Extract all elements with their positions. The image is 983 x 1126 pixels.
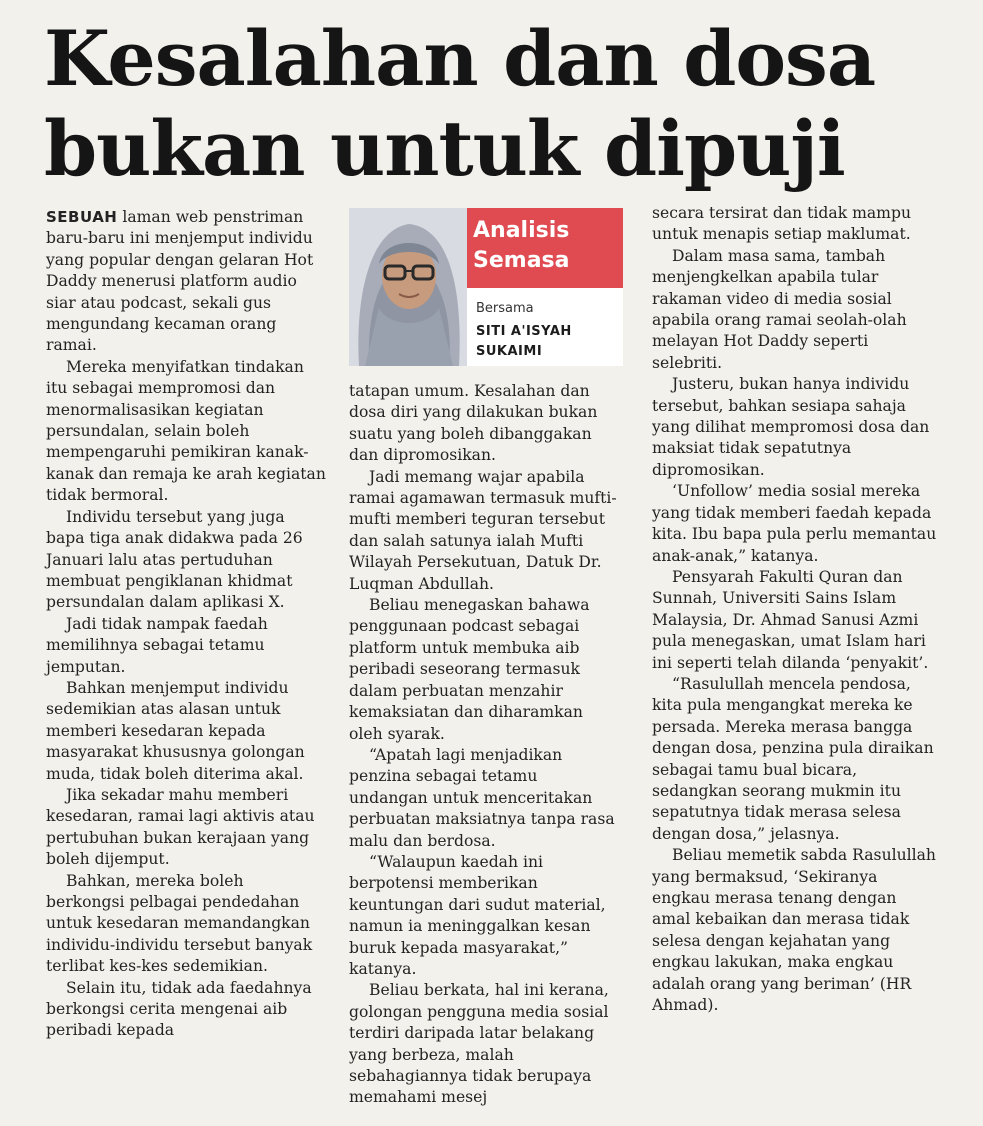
paragraph: Justeru, bukan hanya individu tersebut, bahkan sesiapa sahaja yang dilihat mempromosi dosa dan maksiat tidak sepatutnya dipromosikan. xyxy=(652,375,930,479)
paragraph: Jadi memang wajar apabila ramai agamawan termasuk mufti-mufti memberi teguran tersebut dan salah satunya ialah Mufti Wilayah Persekutuan, Datuk Dr. Luqman Abdullah. xyxy=(349,467,617,593)
author-name-line-2: SUKAIMI xyxy=(476,344,543,359)
paragraph: Pensyarah Fakulti Quran dan Sunnah, Universiti Sains Islam Malaysia, Dr. Ahmad Sanusi Azmi pula menegaskan, umat Islam hari ini seperti telah dilanda ‘penyakit’. xyxy=(652,567,929,672)
paragraph: “Rasulullah mencela pendosa, kita pula mengangkat mereka ke persada. Mereka merasa bangga dengan dosa, penzina pula diraikan sebagai tamu bual bicara, sedangkan seorang mukmin itu sepatutnya tidak merasa selesa dengan dosa,” jelasnya. xyxy=(652,674,934,843)
paragraph: Bahkan menjemput individu sedemikian atas alasan untuk memberi kesedaran kepada masyarakat khususnya golongan muda, tidak boleh diterima akal. xyxy=(46,678,305,783)
column-title xyxy=(473,216,569,276)
paragraph: tatapan umum. Kesalahan dan dosa diri yang dilakukan bukan suatu yang boleh dibanggakan dan dipromosikan. xyxy=(349,382,598,465)
author-name xyxy=(476,322,616,362)
paragraph xyxy=(46,207,326,357)
article-column-3 xyxy=(652,203,937,1016)
paragraph: ‘Unfollow’ media sosial mereka yang tidak memberi faedah kepada kita. Ibu bapa pula perlu memantau anak-anak,” katanya. xyxy=(652,482,937,565)
byline-prefix: Bersama xyxy=(476,301,534,316)
paragraph: Jika sekadar mahu memberi kesedaran, ramai lagi aktivis atau pertubuhan bukan kerajaan yang boleh dijemput. xyxy=(46,785,315,869)
paragraph: “Walaupun kaedah ini berpotensi memberikan keuntungan dari sudut material, namun ia meninggalkan kesan buruk kepada masyarakat,” katanya. xyxy=(349,852,606,978)
column-title-line-2: Semasa xyxy=(473,248,570,273)
paragraph: Bahkan, mereka boleh berkongsi pelbagai pendedahan untuk kesedaran memandangkan individu-individu tersebut banyak terlibat kes-kes sedemikian. xyxy=(46,871,313,976)
paragraph: secara tersirat dan tidak mampu untuk menapis setiap maklumat. xyxy=(652,204,911,244)
columnist-box xyxy=(349,208,623,366)
paragraph: Beliau memetik sabda Rasulullah yang bermaksud, ‘Sekiranya engkau merasa tenang dengan amal kebaikan dan merasa tidak selesa dengan kejahatan yang engkau lakukan, maka engkau adalah orang yang beriman’ (HR Ahmad). xyxy=(652,846,936,1015)
article-column-1 xyxy=(46,207,326,1042)
headline-line-2: bukan untuk dipuji xyxy=(44,104,845,193)
paragraph: Beliau berkata, hal ini kerana, golongan pengguna media sosial terdiri daripada latar belakang yang berbeza, malah sebahagiannya tidak berupaya memahami mesej xyxy=(349,981,609,1107)
paragraph-text: laman web penstriman baru-baru ini menjemput individu yang popular dengan gelaran Hot Daddy menerusi platform audio siar atau podcast, sekali gus mengundang kecaman orang ramai. xyxy=(46,208,314,355)
paragraph: “Apatah lagi menjadikan penzina sebagai tetamu undangan untuk menceritakan perbuatan maksiatnya tanpa rasa malu dan berdosa. xyxy=(349,745,615,850)
headline xyxy=(44,14,944,194)
paragraph: Individu tersebut yang juga bapa tiga anak didakwa pada 26 Januari lalu atas pertuduhan membuat pengiklanan khidmat persundalan dalam aplikasi X. xyxy=(46,507,303,612)
paragraph: Selain itu, tidak ada faedahnya berkongsi cerita mengenai aib peribadi kepada xyxy=(46,978,312,1040)
article-column-2 xyxy=(349,381,619,1109)
paragraph: Beliau menegaskan bahawa penggunaan podcast sebagai platform untuk membuka aib peribadi seseorang termasuk dalam perbuatan menzahir kemaksiatan dan diharamkan oleh syarak. xyxy=(349,596,590,743)
author-name-line-1: SITI A'ISYAH xyxy=(476,324,572,339)
column-title-line-1: Analisis xyxy=(473,218,570,243)
paragraph: Jadi tidak nampak faedah memilihnya sebagai tetamu jemputan. xyxy=(46,614,268,676)
paragraph: Dalam masa sama, tambah menjengkelkan apabila tular rakaman video di media sosial apabila orang ramai seolah-olah melayan Hot Daddy seperti selebriti. xyxy=(652,246,907,372)
paragraph: Mereka menyifatkan tindakan itu sebagai mempromosi dan menormalisasikan kegiatan persundalan, selain boleh mempengaruhi pemikiran kanak-kanak dan remaja ke arah kegiatan tidak bermoral. xyxy=(46,357,326,505)
author-portrait-icon xyxy=(349,208,467,366)
headline-line-1: Kesalahan dan dosa xyxy=(44,14,876,103)
lead-word: SEBUAH xyxy=(46,208,118,226)
author-photo xyxy=(349,208,467,366)
